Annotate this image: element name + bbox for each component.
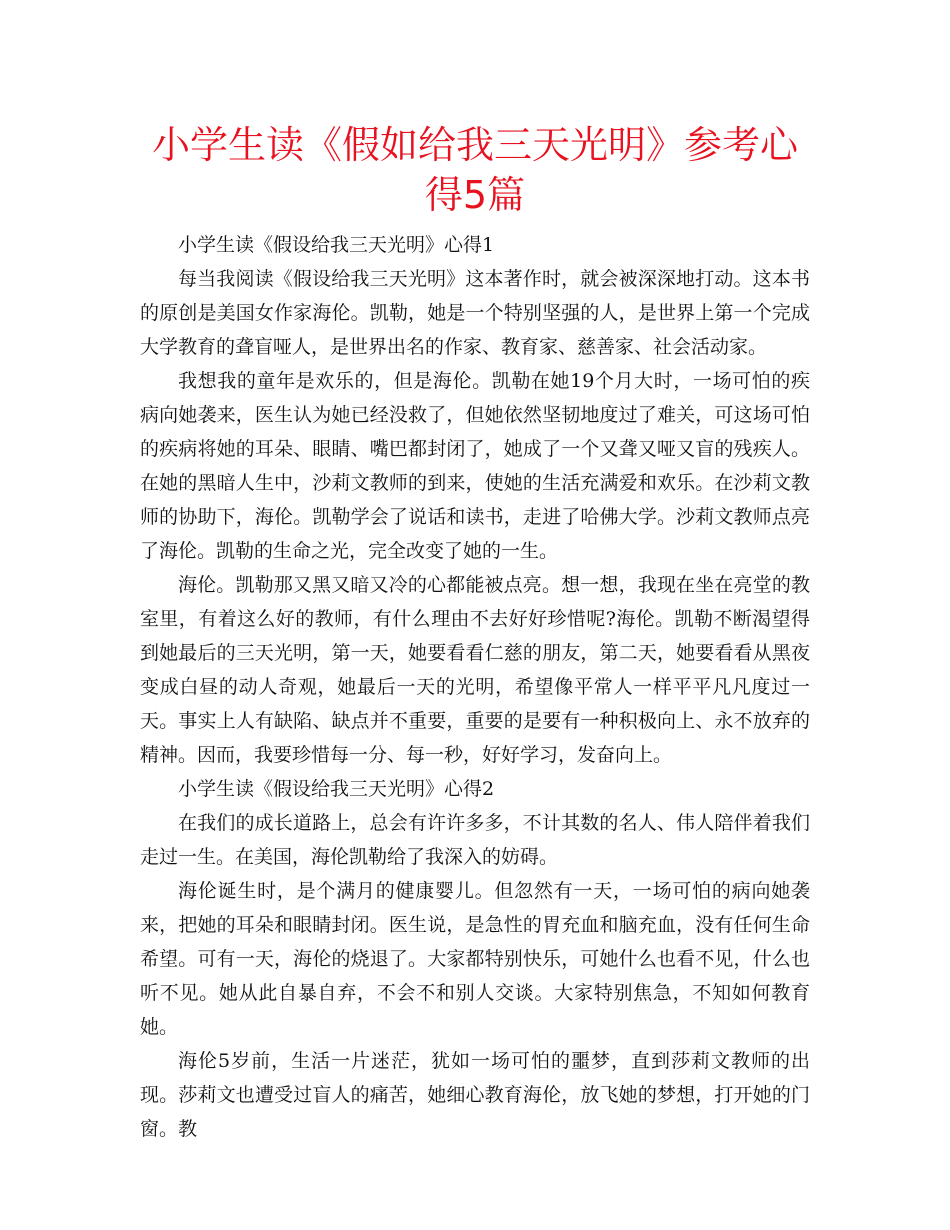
body-paragraph: 海伦诞生时，是个满月的健康婴儿。但忽然有一天，一场可怕的病向她袭来，把她的耳朵和眼睛封闭。医生说，是急性的胃充血和脑充血，没有任何生命希望。可有一天，海伦的烧退了。大家都特别快乐，可她什么也看不见，什么也听不见。她从此自暴自弃，不会不和别人交谈。大家特别焦急，不知如何教育她。 <box>140 880 810 1038</box>
document-title: 小学生读《假如给我三天光明》参考心得5篇 <box>151 123 798 217</box>
body-paragraph: 在我们的成长道路上，总会有许许多多，不计其数的名人、伟人陪伴着我们走过一生。在美国，海伦凯勒给了我深入的妨碍。 <box>140 812 810 868</box>
body-paragraph: 海伦5岁前，生活一片迷茫，犹如一场可怕的噩梦，直到莎莉文教师的出现。莎莉文也遭受过盲人的痛苦，她细心教育海伦，放飞她的梦想，打开她的门窗。教 <box>140 1050 810 1140</box>
body-paragraph: 海伦。凯勒那又黑又暗又冷的心都能被点亮。想一想，我现在坐在亮堂的教室里，有着这么好的教师，有什么理由不去好好珍惜呢?海伦。凯勒不断渴望得到她最后的三天光明，第一天，她要看看仁慈的朋友，第二天，她要看看从黑夜变成白昼的动人奇观，她最后一天的光明，希望像平常人一样平平凡凡度过一天。事实上人有缺陷、缺点并不重要，重要的是要有一种积极向上、永不放弃的精神。因而，我要珍惜每一分、每一秒，好好学习，发奋向上。 <box>140 574 810 766</box>
section-heading-2: 小学生读《假设给我三天光明》心得2 <box>178 778 495 800</box>
document-body <box>140 228 810 1146</box>
section-heading-1: 小学生读《假设给我三天光明》心得1 <box>178 234 495 256</box>
body-paragraph: 每当我阅读《假设给我三天光明》这本著作时，就会被深深地打动。这本书的原创是美国女作家海伦。凯勒，她是一个特别坚强的人，是世界上第一个完成大学教育的聋盲哑人，是世界出名的作家、教育家、慈善家、社会活动家。 <box>140 268 810 358</box>
body-paragraph: 我想我的童年是欢乐的，但是海伦。凯勒在她19个月大时，一场可怕的疾病向她袭来，医生认为她已经没救了，但她依然坚韧地度过了难关，可这场可怕的疾病将她的耳朵、眼睛、嘴巴都封闭了，她成了一个又聋又哑又盲的残疾人。在她的黑暗人生中，沙莉文教师的到来，使她的生活充满爱和欢乐。在沙莉文教师的协助下，海伦。凯勒学会了说话和读书，走进了哈佛大学。沙莉文教师点亮了海伦。凯勒的生命之光，完全改变了她的一生。 <box>140 370 810 562</box>
